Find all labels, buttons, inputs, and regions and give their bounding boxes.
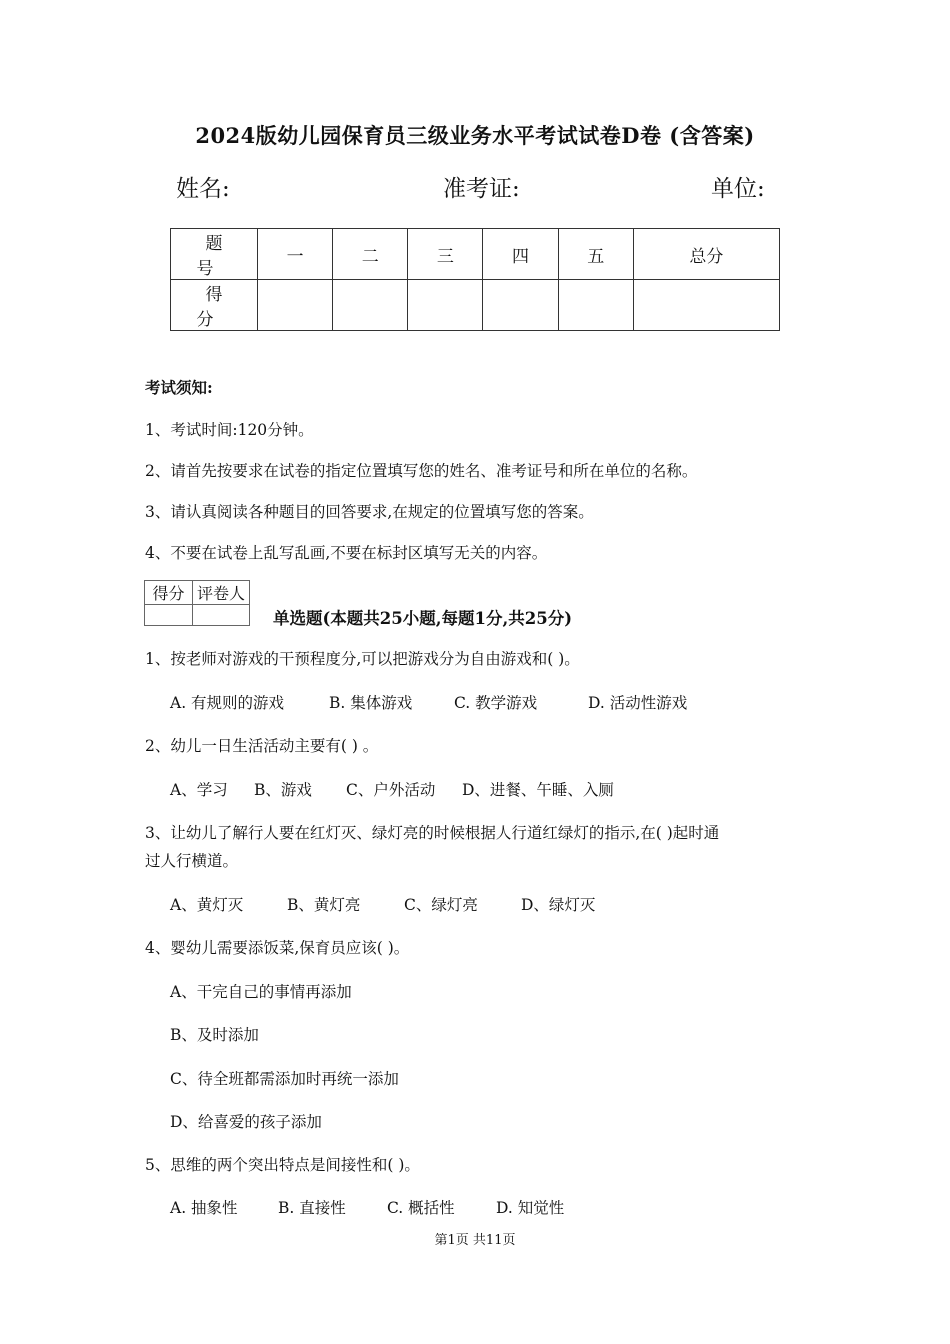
grader-score-cell[interactable] [145, 605, 193, 626]
score-cell-total[interactable] [633, 280, 779, 331]
question-3-option-d[interactable]: D、绿灯灭 [521, 896, 596, 914]
question-2-option-d[interactable]: D、进餐、午睡、入厕 [462, 781, 614, 799]
question-5-text: 5、思维的两个突出特点是间接性和( )。 [145, 1156, 420, 1174]
score-table-col-2: 二 [333, 229, 408, 280]
page-footer: 第1页 共11页 [434, 1233, 516, 1248]
grader-box [144, 580, 250, 626]
question-3-option-b[interactable]: B、黄灯亮 [287, 896, 361, 914]
score-table-header-row [171, 229, 780, 280]
question-1-option-b[interactable]: B. 集体游戏 [329, 694, 413, 712]
question-3-text-continued: 过人行横道。 [145, 852, 239, 870]
notice-item: 3、请认真阅读各种题目的回答要求,在规定的位置填写您的答案。 [145, 503, 594, 521]
question-3-text: 3、让幼儿了解行人要在红灯灭、绿灯亮的时候根据人行道红绿灯的指示,在( )起时通 [145, 824, 720, 842]
question-4-option-d[interactable]: D、给喜爱的孩子添加 [170, 1113, 322, 1131]
score-table-score-row [171, 280, 780, 331]
exam-id-field-label: 准考证: [443, 176, 520, 202]
grader-score-label: 得分 [145, 581, 193, 605]
grader-name-label: 评卷人 [193, 581, 250, 605]
name-field-label: 姓名: [176, 176, 230, 202]
score-table-row-label: 得分 [171, 280, 258, 331]
question-4-option-c[interactable]: C、待全班都需添加时再统一添加 [170, 1070, 399, 1088]
question-2-option-a[interactable]: A、学习 [170, 781, 228, 799]
question-1-option-a[interactable]: A. 有规则的游戏 [170, 694, 285, 712]
score-table-col-total: 总分 [633, 229, 779, 280]
score-cell[interactable] [408, 280, 483, 331]
question-5-option-c[interactable]: C. 概括性 [387, 1199, 455, 1217]
exam-title: 2024版幼儿园保育员三级业务水平考试试卷D卷 (含答案) [195, 123, 755, 148]
question-4-text: 4、婴幼儿需要添饭菜,保育员应该( )。 [145, 939, 410, 957]
score-cell[interactable] [483, 280, 558, 331]
question-4-option-a[interactable]: A、干完自己的事情再添加 [170, 983, 352, 1001]
question-2-option-c[interactable]: C、户外活动 [346, 781, 436, 799]
question-4-option-b[interactable]: B、及时添加 [170, 1026, 259, 1044]
score-cell[interactable] [258, 280, 333, 331]
score-table-col-3: 三 [408, 229, 483, 280]
question-3-option-c[interactable]: C、绿灯亮 [404, 896, 478, 914]
question-5-option-d[interactable]: D. 知觉性 [496, 1199, 565, 1217]
question-2-text: 2、幼儿一日生活活动主要有( ) 。 [145, 737, 379, 755]
score-table-header-label: 题号 [171, 229, 258, 280]
question-5-option-b[interactable]: B. 直接性 [278, 1199, 346, 1217]
question-1-option-c[interactable]: C. 教学游戏 [454, 694, 538, 712]
notice-item: 2、请首先按要求在试卷的指定位置填写您的姓名、准考证号和所在单位的名称。 [145, 462, 698, 480]
question-5-option-a[interactable]: A. 抽象性 [170, 1199, 238, 1217]
notice-heading: 考试须知: [145, 378, 213, 397]
grader-name-cell[interactable] [193, 605, 250, 626]
question-2-option-b[interactable]: B、游戏 [254, 781, 312, 799]
section-title: 单选题(本题共25小题,每题1分,共25分) [273, 609, 573, 628]
unit-field-label: 单位: [711, 176, 765, 202]
question-3-option-a[interactable]: A、黄灯灭 [170, 896, 244, 914]
question-1-text: 1、按老师对游戏的干预程度分,可以把游戏分为自由游戏和( )。 [145, 650, 580, 668]
score-table-col-1: 一 [258, 229, 333, 280]
notice-item: 1、考试时间:120分钟。 [145, 421, 314, 439]
notice-item: 4、不要在试卷上乱写乱画,不要在标封区填写无关的内容。 [145, 544, 548, 562]
score-cell[interactable] [558, 280, 633, 331]
score-table-col-4: 四 [483, 229, 558, 280]
score-table-col-5: 五 [558, 229, 633, 280]
score-cell[interactable] [333, 280, 408, 331]
score-table [170, 228, 780, 331]
question-1-option-d[interactable]: D. 活动性游戏 [588, 694, 688, 712]
